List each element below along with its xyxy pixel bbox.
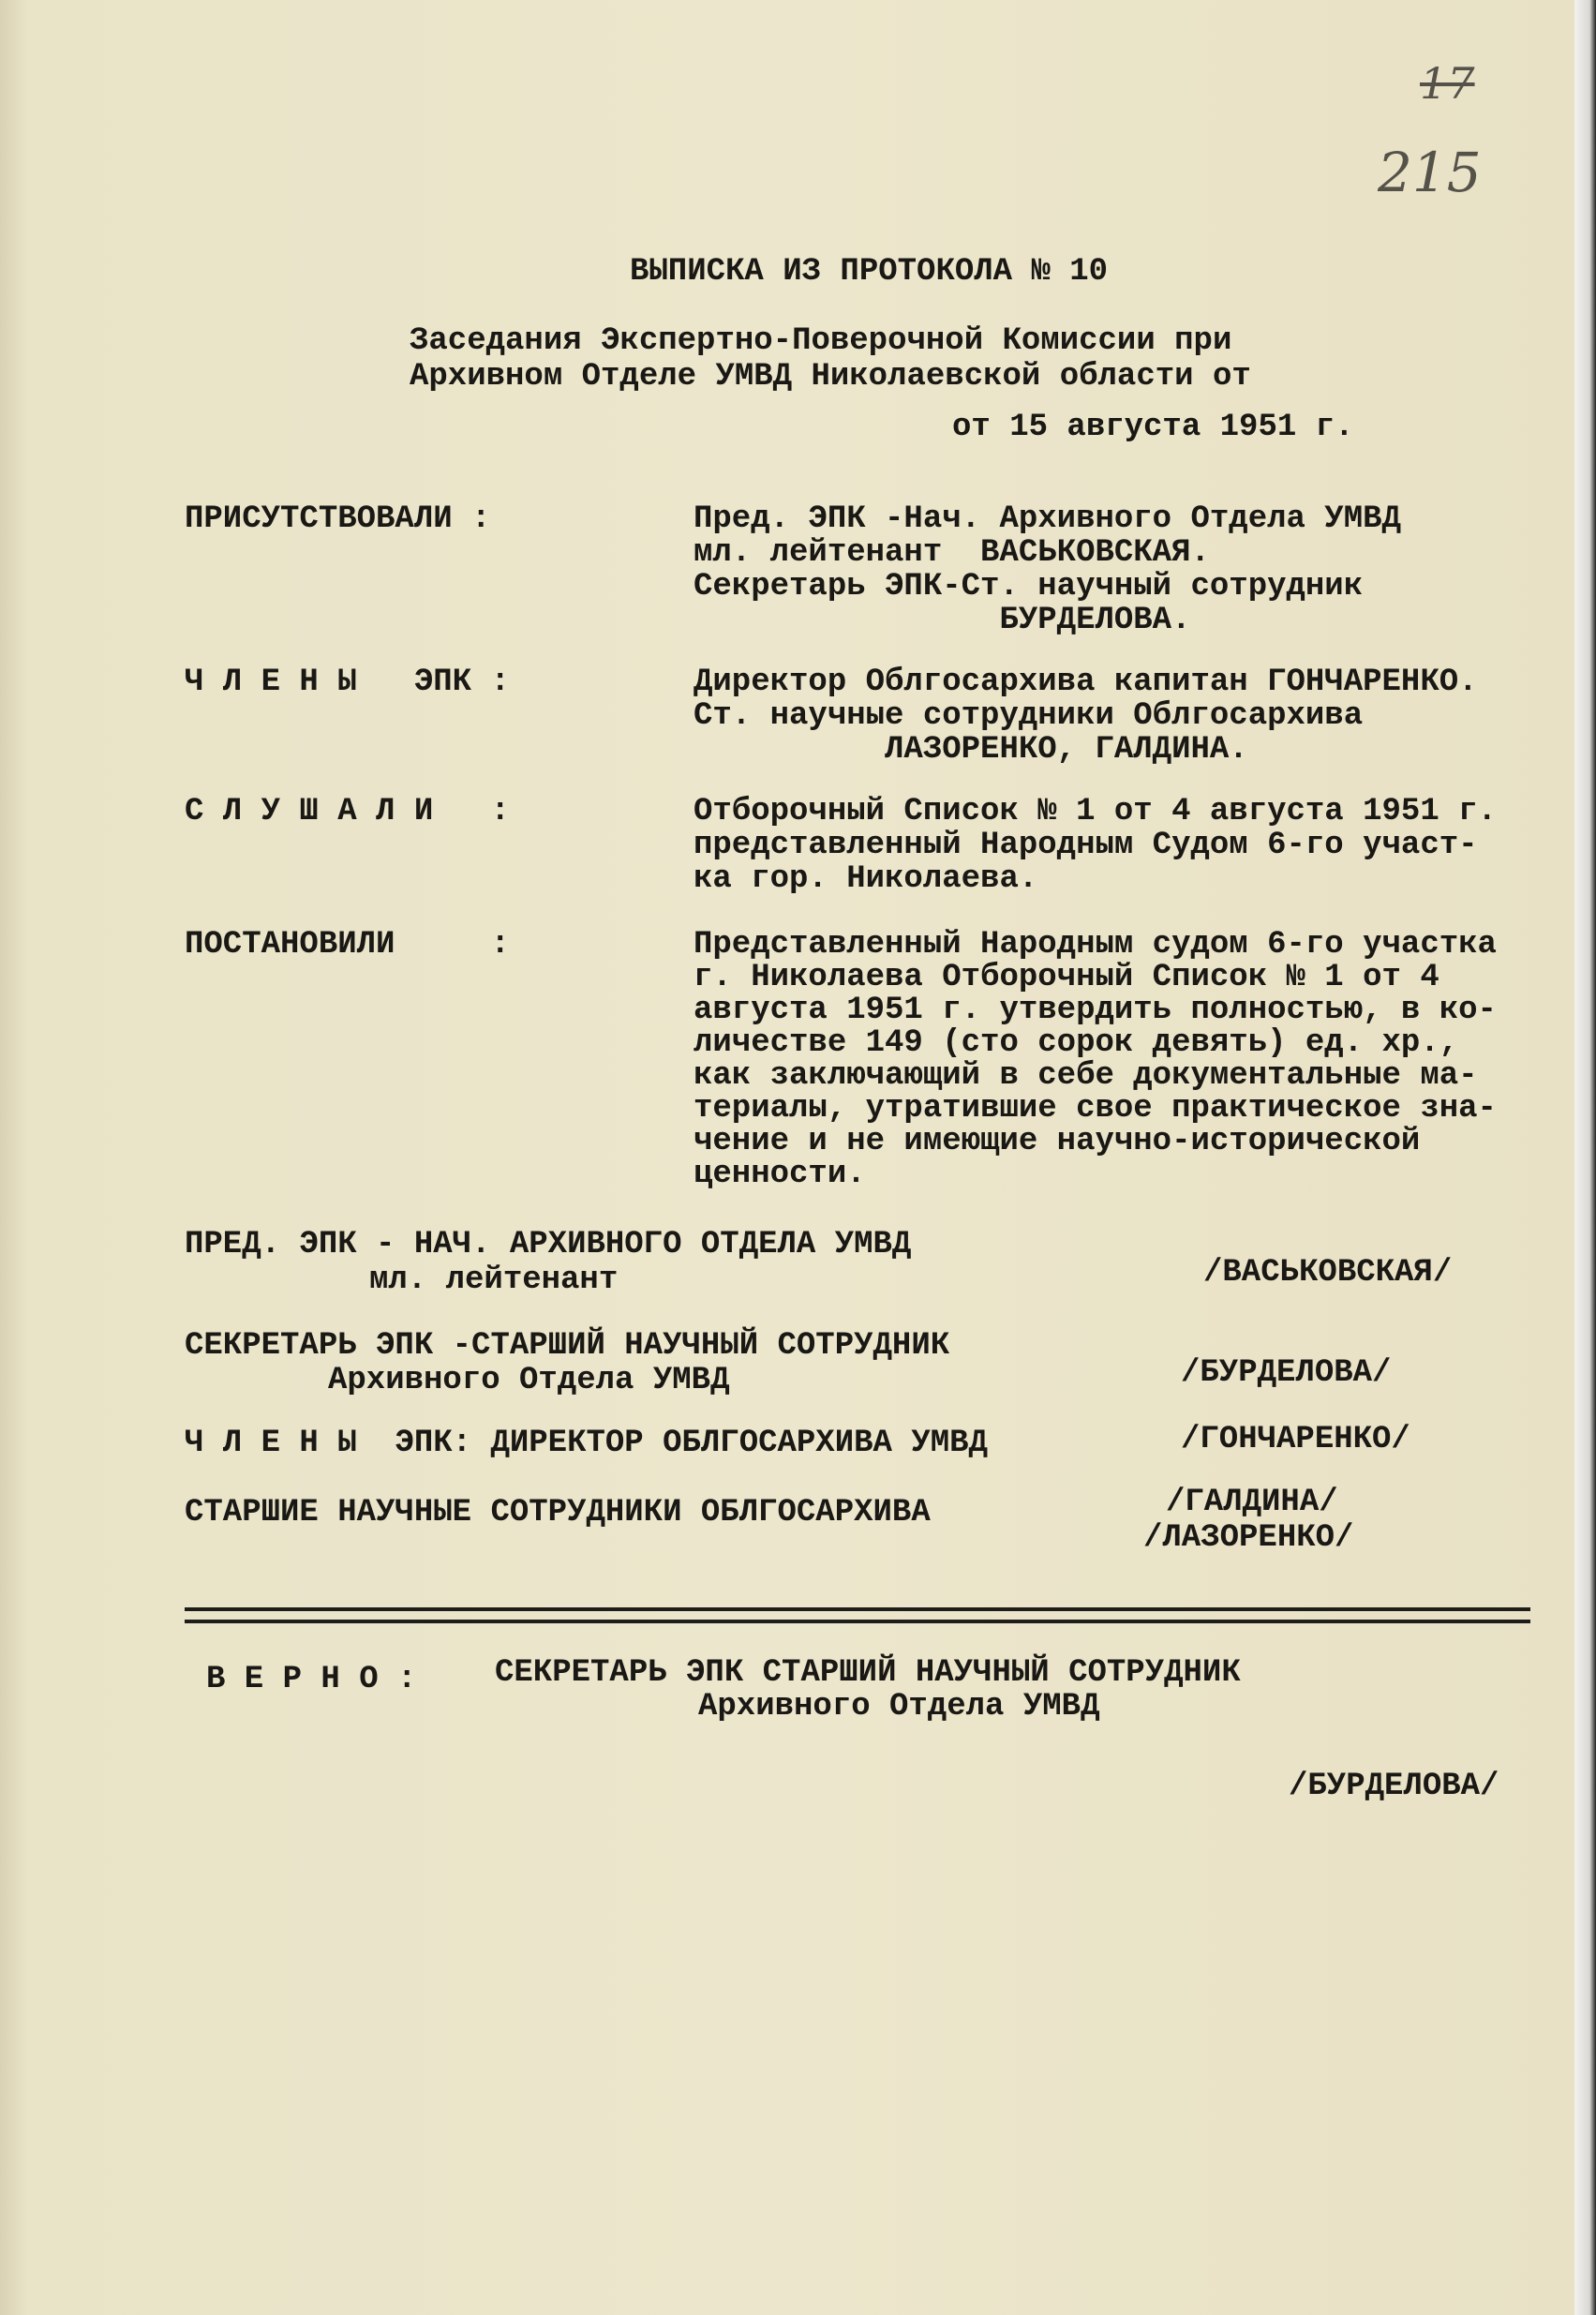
- section-line: ЛАЗОРЕНКО, ГАЛДИНА.: [694, 732, 1248, 768]
- signature-name: /ЛАЗОРЕНКО/: [1143, 1520, 1354, 1556]
- section-line: представленный Народным Судом 6-го участ-: [694, 828, 1478, 863]
- section-line: ка гор. Николаева.: [694, 861, 1038, 897]
- section-label: С Л У Ш А Л И :: [185, 794, 510, 829]
- subtitle-line: Заседания Экспертно-Поверочной Комиссии при: [410, 323, 1232, 359]
- section-line: Пред. ЭПК -Нач. Архивного Отдела УМВД: [694, 501, 1401, 537]
- signature-role: мл. лейтенант: [369, 1262, 619, 1298]
- signature-role: СЕКРЕТАРЬ ЭПК -СТАРШИЙ НАУЧНЫЙ СОТРУДНИК: [185, 1328, 950, 1364]
- section-line: г. Николаева Отборочный Список № 1 от 4: [694, 960, 1439, 995]
- section-line: Представленный Народным судом 6-го участка: [694, 927, 1497, 963]
- section-line: Секретарь ЭПК-Ст. научный сотрудник: [694, 569, 1364, 605]
- signature-role: Архивного Отдела УМВД: [328, 1363, 730, 1398]
- signature-role: ПРЕД. ЭПК - НАЧ. АРХИВНОГО ОТДЕЛА УМВД: [185, 1227, 912, 1262]
- section-line: как заключающий в себе документальные ма-: [694, 1058, 1478, 1094]
- section-label: ПОСТАНОВИЛИ :: [185, 927, 510, 963]
- section-line: Ст. научные сотрудники Облгосархива: [694, 698, 1364, 734]
- certification-role: СЕКРЕТАРЬ ЭПК СТАРШИЙ НАУЧНЫЙ СОТРУДНИК: [495, 1655, 1241, 1691]
- section-line: чение и не имеющие научно-исторической: [694, 1124, 1421, 1159]
- signature-name: /ГОНЧАРЕНКО/: [1181, 1422, 1410, 1457]
- signature-role: СТАРШИЕ НАУЧНЫЕ СОТРУДНИКИ ОБЛГОСАРХИВА: [185, 1495, 931, 1531]
- section-line: ценности.: [694, 1157, 866, 1192]
- section-label: Ч Л Е Н Ы ЭПК :: [185, 665, 510, 700]
- scan-edge: [1574, 0, 1596, 2315]
- section-line: териалы, утратившие свое практическое зна-: [694, 1091, 1497, 1127]
- subtitle-line: Архивном Отделе УМВД Николаевской области от: [410, 359, 1251, 395]
- signature-name: /БУРДЕЛОВА/: [1181, 1355, 1392, 1391]
- section-line: личестве 149 (сто сорок девять) ед. хр.,: [694, 1025, 1459, 1061]
- section-label: ПРИСУТСТВОВАЛИ :: [185, 501, 491, 537]
- certification-role: Архивного Отдела УМВД: [698, 1689, 1100, 1725]
- section-line: БУРДЕЛОВА.: [694, 603, 1191, 638]
- document-title: ВЫПИСКА ИЗ ПРОТОКОЛА № 10: [630, 254, 1109, 290]
- signature-role: Ч Л Е Н Ы ЭПК: ДИРЕКТОР ОБЛГОСАРХИВА УМВД: [185, 1426, 988, 1461]
- signature-name: /ГАЛДИНА/: [1166, 1485, 1338, 1520]
- sheet-number: 215: [1378, 141, 1482, 204]
- certification-label: В Е Р Н О :: [206, 1662, 417, 1697]
- old-sheet-number: 17: [1420, 58, 1475, 109]
- section-line: августа 1951 г. утвердить полностью, в ко-: [694, 993, 1497, 1028]
- section-line: Отборочный Список № 1 от 4 августа 1951 г.: [694, 794, 1497, 829]
- divider-line: [185, 1620, 1530, 1623]
- signature-name: /ВАСЬКОВСКАЯ/: [1203, 1255, 1453, 1291]
- divider-line: [185, 1607, 1530, 1611]
- certification-name: /БУРДЕЛОВА/: [1289, 1769, 1499, 1804]
- section-line: мл. лейтенант ВАСЬКОВСКАЯ.: [694, 535, 1210, 571]
- document-date: от 15 августа 1951 г.: [952, 410, 1354, 445]
- section-line: Директор Облгосархива капитан ГОНЧАРЕНКО.: [694, 665, 1478, 700]
